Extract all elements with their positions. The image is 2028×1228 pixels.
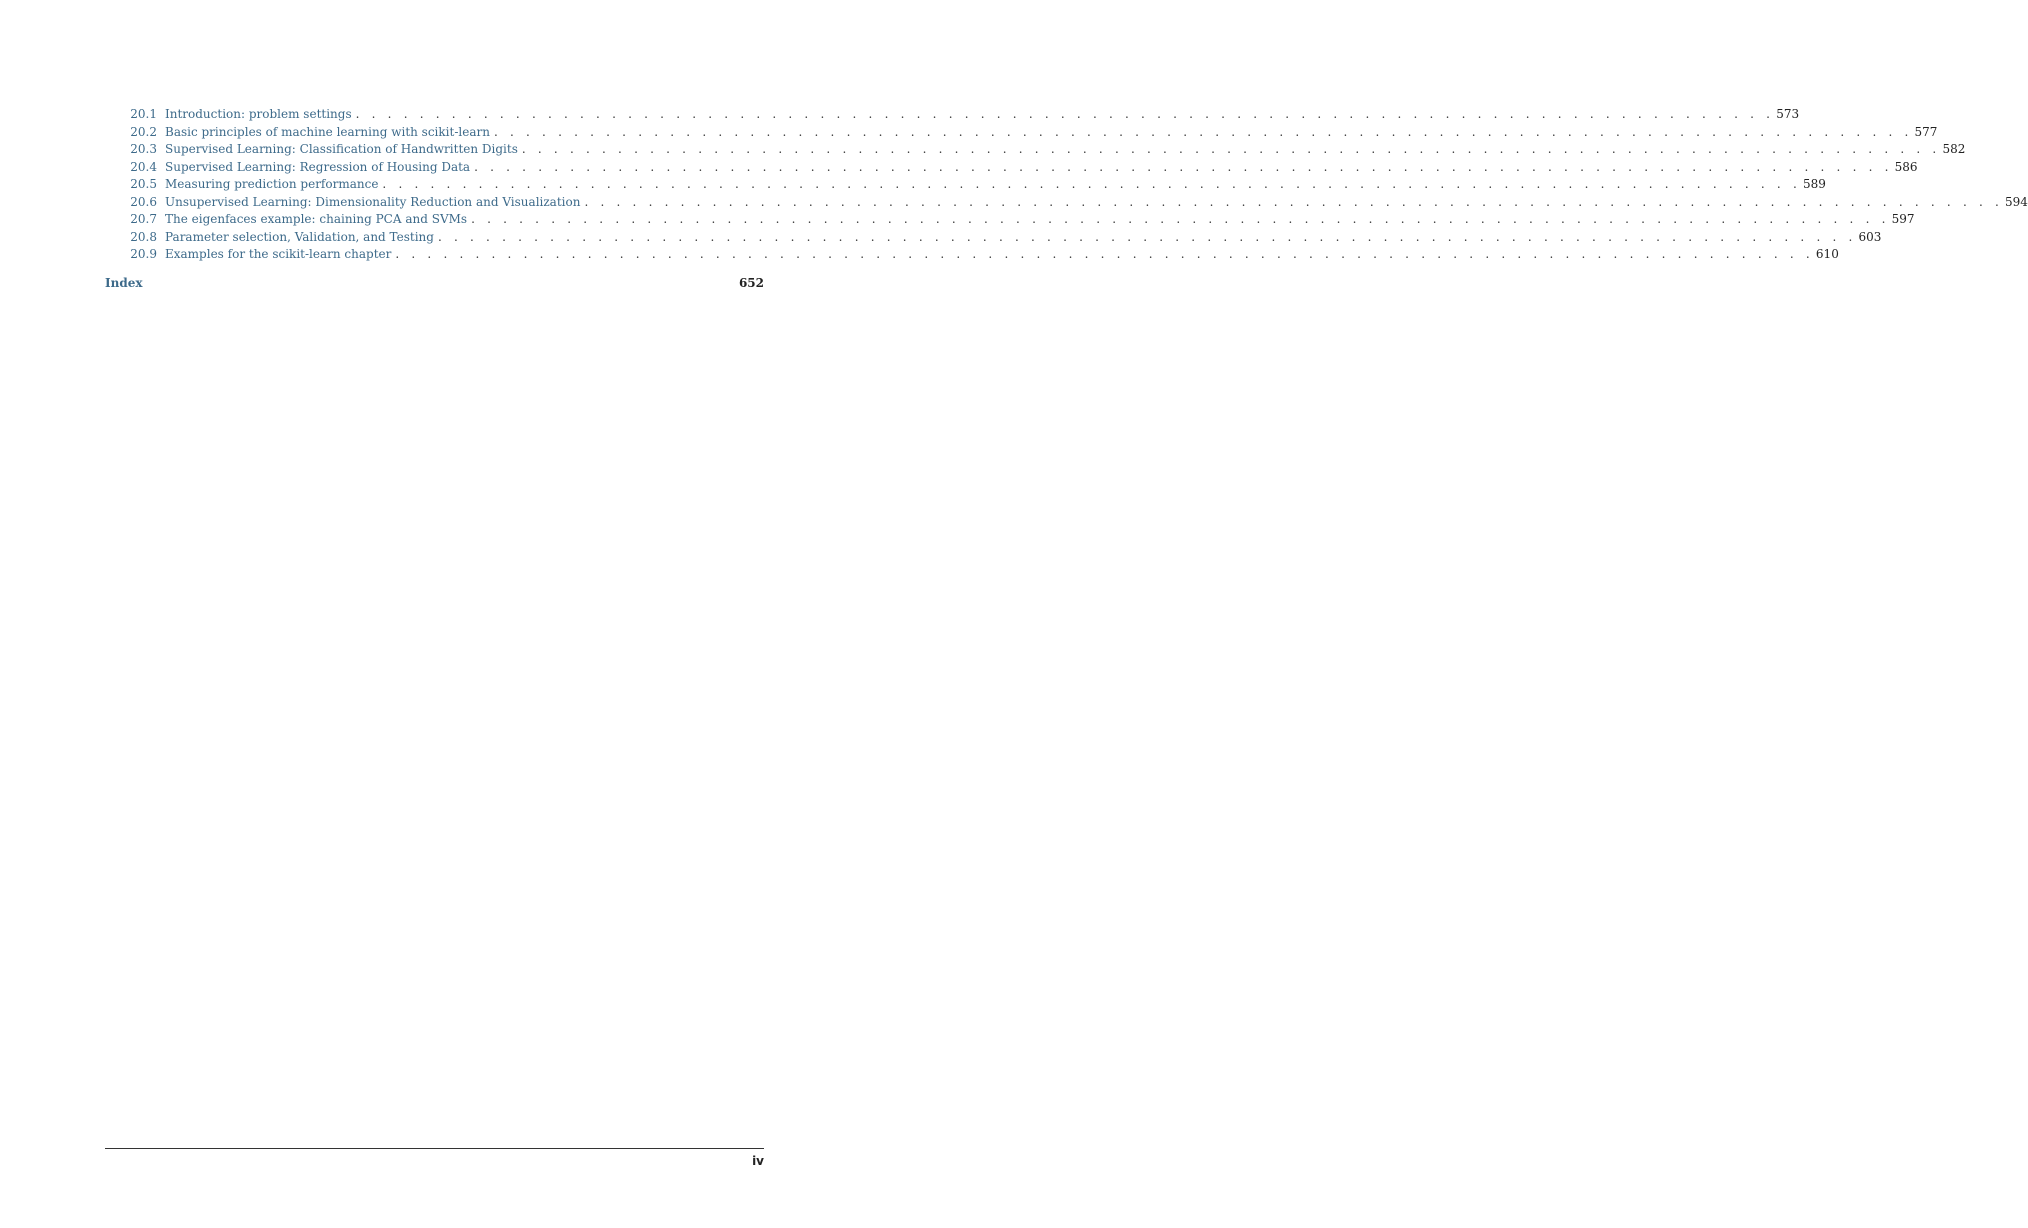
page-number: iv <box>752 1154 764 1168</box>
toc-entry-page[interactable]: 597 <box>1891 212 1915 226</box>
toc-leader-dots: . . . . . . . . . . . . . . . . . . . . . . . . . . . . . . . . . . . . . . . . . . . . . . . . . . . . . . . . . . . . . . . . . . . . . . . . . . . . . . . . . . . . . . . . . <box>355 107 1775 121</box>
toc-entry-title[interactable]: Unsupervised Learning: Dimensionality Reduction and Visualization <box>165 194 581 209</box>
toc-entry[interactable] <box>105 194 2028 212</box>
toc-entry-title[interactable]: Examples for the scikit-learn chapter <box>165 247 392 261</box>
toc-entry[interactable] <box>105 141 1966 159</box>
toc-entry[interactable] <box>105 159 1918 177</box>
toc-entry-title[interactable]: Supervised Learning: Classification of Handwritten Digits <box>165 142 518 156</box>
index-page[interactable]: 652 <box>738 276 764 290</box>
toc-entry-number[interactable]: 20.2 <box>130 124 157 139</box>
footer-rule <box>105 1148 764 1149</box>
toc-entry[interactable] <box>105 211 1915 229</box>
toc-entry-number[interactable]: 20.9 <box>130 247 157 261</box>
toc-entry-title[interactable]: The eigenfaces example: chaining PCA and SVMs <box>165 212 468 226</box>
toc-entry-number[interactable]: 20.3 <box>130 142 157 156</box>
toc-entry-page[interactable]: 603 <box>1858 229 1882 244</box>
toc-leader-dots: . . . . . . . . . . . . . . . . . . . . . . . . . . . . . . . . . . . . . . . . . . . . . . . . . . . . . . . . . . . . . . . . . . . . . . . . . . . . . . . . . . . . . . . . . <box>395 247 1814 261</box>
toc-entry-number[interactable]: 20.5 <box>130 177 157 191</box>
toc-leader-dots: . . . . . . . . . . . . . . . . . . . . . . . . . . . . . . . . . . . . . . . . . . . . . . . . . . . . . . . . . . . . . . . . . . . . . . . . . . . . . . . . . . . . . . . . . <box>437 229 1857 244</box>
toc-entry[interactable] <box>105 106 1800 124</box>
toc-leader-dots: . . . . . . . . . . . . . . . . . . . . . . . . . . . . . . . . . . . . . . . . . . . . . . . . . . . . . . . . . . . . . . . . . . . . . . . . . . . . . . . . . . . . . . . . . <box>493 124 1913 139</box>
toc-entry-page[interactable]: 582 <box>1942 142 1966 156</box>
toc-leader-dots: . . . . . . . . . . . . . . . . . . . . . . . . . . . . . . . . . . . . . . . . . . . . . . . . . . . . . . . . . . . . . . . . . . . . . . . . . . . . . . . . . . . . . . . . . <box>382 177 1801 191</box>
toc-entry-title[interactable]: Measuring prediction performance <box>165 177 379 191</box>
toc-entry-title[interactable]: Parameter selection, Validation, and Testing <box>165 229 434 244</box>
toc-leader-dots: . . . . . . . . . . . . . . . . . . . . . . . . . . . . . . . . . . . . . . . . . . . . . . . . . . . . . . . . . . . . . . . . . . . . . . . . . . . . . . . . . . . . . . . . . <box>471 212 1890 226</box>
toc-entry-number[interactable]: 20.6 <box>130 194 157 209</box>
toc-entry[interactable] <box>105 176 1826 194</box>
toc-entry-title[interactable]: Supervised Learning: Regression of Housing Data <box>165 159 471 174</box>
index-label[interactable]: Index <box>105 276 143 290</box>
toc-entry-page[interactable]: 610 <box>1815 247 1839 261</box>
toc-entry-title[interactable]: Basic principles of machine learning with scikit-learn <box>165 124 490 139</box>
toc-leader-dots: . . . . . . . . . . . . . . . . . . . . . . . . . . . . . . . . . . . . . . . . . . . . . . . . . . . . . . . . . . . . . . . . . . . . . . . . . . . . . . . . . . . . . . . . . <box>521 142 1941 156</box>
toc-entry-title[interactable]: Introduction: problem settings <box>165 107 352 121</box>
toc-entry-number[interactable]: 20.7 <box>130 212 157 226</box>
toc-entry[interactable] <box>105 124 1938 142</box>
toc-entry-page[interactable]: 594 <box>2005 194 2028 209</box>
table-of-contents <box>105 106 2028 264</box>
toc-entry-page[interactable]: 577 <box>1914 124 1938 139</box>
toc-entry[interactable] <box>105 246 1839 264</box>
toc-entry-page[interactable]: 586 <box>1894 159 1918 174</box>
toc-entry[interactable] <box>105 229 1882 247</box>
toc-entry-number[interactable]: 20.8 <box>130 229 157 244</box>
toc-entry-number[interactable]: 20.1 <box>130 107 157 121</box>
toc-leader-dots: . . . . . . . . . . . . . . . . . . . . . . . . . . . . . . . . . . . . . . . . . . . . . . . . . . . . . . . . . . . . . . . . . . . . . . . . . . . . . . . . . . . . . . . . . <box>584 194 2004 209</box>
toc-entry-page[interactable]: 589 <box>1802 177 1826 191</box>
toc-index-entry[interactable] <box>105 276 764 290</box>
toc-leader-dots: . . . . . . . . . . . . . . . . . . . . . . . . . . . . . . . . . . . . . . . . . . . . . . . . . . . . . . . . . . . . . . . . . . . . . . . . . . . . . . . . . . . . . . . . . <box>474 159 1893 174</box>
toc-entry-number[interactable]: 20.4 <box>130 159 157 174</box>
toc-entry-page[interactable]: 573 <box>1776 107 1800 121</box>
